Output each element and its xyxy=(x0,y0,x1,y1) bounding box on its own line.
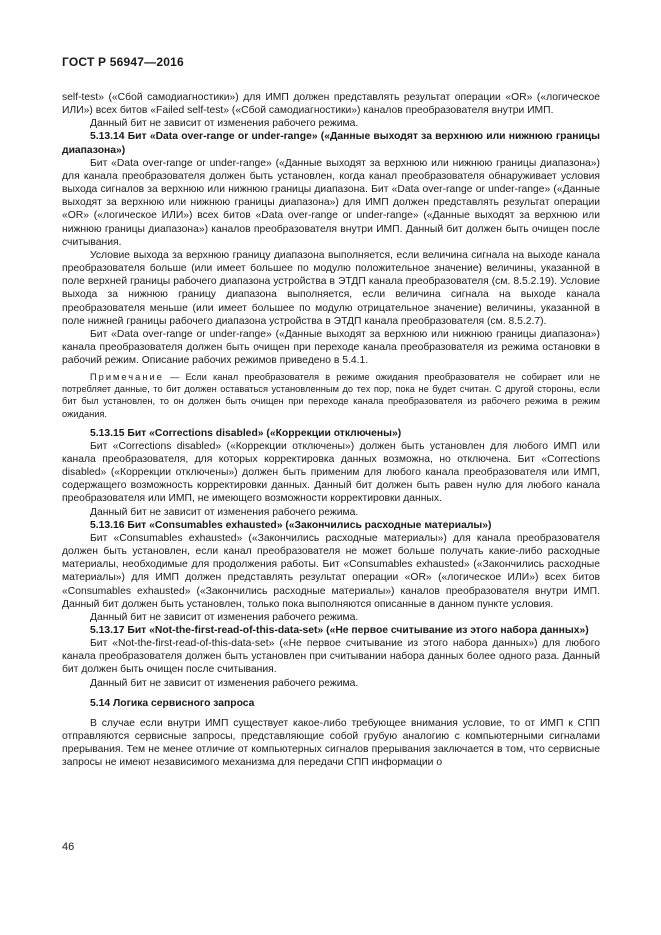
paragraph: self-test» («Сбой самодиагностики») для ИМП должен представлять результат операции «OR» («логическое ИЛИ») всех битов «Failed self-test» («Сбой самодиагностики») каналов преобразователя внутри ИМП. xyxy=(62,92,600,117)
section-heading-5-13-17: 5.13.17 Бит «Not-the-first-read-of-this-data-set» («Не первое считывание из этого набора данных») xyxy=(90,625,589,636)
paragraph: В случае если внутри ИМП существует какое-либо требующее внимания условие, то от ИМП к СПП отправляются сервисные запросы, представляющие собой грубую аналогию с компьютерными сигналами прерывания. Тем не менее отличие от компьютерных сигналов прерывания заключается в том, что сервисные запросы не имеют независимого механизма для передачи СПП информации о xyxy=(62,717,600,769)
section-heading-5-13-15: 5.13.15 Бит «Corrections disabled» («Коррекции отключены») xyxy=(90,427,402,439)
paragraph: Бит «Data over-range or under-range» («Данные выходят за верхнюю или нижнюю границы диапазона») для канала преобразователя должен быть установлен, когда канал преобразователя обнаруживает условия выхода сигналов за верхнюю или нижнюю границы диапазона. Бит «Data over-range or under-range» («Данные выходят за верхнюю или нижнюю границы диапазона») для ИМП должен представлять результат операции «OR» («логическое ИЛИ») всех битов «Data over-range or under-range» («Данные выходят за верхнюю или нижнюю границы диапазона») каналов преобразователя внутри ИМП. Данный бит должен быть очищен после считывания. xyxy=(62,157,600,248)
paragraph: Бит «Corrections disabled» («Коррекции отключены») должен быть установлен для любого ИМП или канала преобразователя, для которых корректировка данных возможна, но отключена. Бит «Corrections disabled» («Коррекции отключены») должен быть применим для любого канала преобразователя или ИМП, содержащего возможность корректировки данных. Данный бит должен быть равен нулю для любого канала преобразователя или ИМП, не имеющего возможности корректировки данных. xyxy=(62,440,600,505)
document-header: ГОСТ Р 56947—2016 xyxy=(62,55,184,69)
section-heading-5-14: 5.14 Логика сервисного запроса xyxy=(90,697,255,709)
note-label: Примечание xyxy=(90,372,164,383)
paragraph: Данный бит не зависит от изменения рабочего режима. xyxy=(90,506,359,518)
paragraph: Бит «Not-the-first-read-of-this-data-set» («Не первое считывание из этого набора данных») для любого канала преобразователя должен быть установлен при считывании набора данных более одного раза. Данный бит должен быть очищен после считывания. xyxy=(62,638,600,676)
page-number: 46 xyxy=(62,841,75,853)
note xyxy=(62,371,600,419)
paragraph: Бит «Consumables exhausted» («Закончились расходные материалы») для канала преобразователя должен быть установлен, если канал преобразователя не может больше получать какие-либо расходные материалы, необходимые для продолжения работы. Бит «Consumables exhausted» («Закончились расходные материалы») для ИМП должен представлять результат операции «OR» («логическое ИЛИ») всех битов «Consumables exhausted» («Закончились расходные материалы») каналов преобразователя внутри ИМП. Данный бит должен быть установлен, только пока выполняются описанные в данном пункте условия. xyxy=(62,532,600,610)
section-heading-5-13-14: 5.13.14 Бит «Data over-range or under-range» («Данные выходят за верхнюю или нижнюю границы диапазона») xyxy=(62,131,600,156)
paragraph: Данный бит не зависит от изменения рабочего режима. xyxy=(90,677,359,689)
section-heading-5-13-16: 5.13.16 Бит «Consumables exhausted» («Закончились расходные материалы») xyxy=(90,519,492,531)
paragraph: Данный бит не зависит от изменения рабочего режима. xyxy=(90,611,359,623)
note-text: — Если канал преобразователя в режиме ожидания преобразователя не собирает или не потребляет данные, то бит должен оставаться установленным до тех пор, пока не будет считан. С другой стороны, если бит был установлен, то он должен быть очищен при переходе канала преобразователя из рабочего режима в режим ожидания. xyxy=(62,372,600,419)
paragraph: Бит «Data over-range or under-range» («Данные выходят за верхнюю или нижнюю границы диапазона») канала преобразователя должен быть очищен при переходе канала преобразователя из режима остановки в рабочий режим. Описание рабочих режимов приведено в 5.4.1. xyxy=(62,328,600,367)
document-body xyxy=(62,91,600,770)
paragraph: Условие выхода за верхнюю границу диапазона выполняется, если величина сигнала на выходе канала преобразователя больше (или имеет большее по модулю положительное значение) величины, указанной в поле верхней границы рабочего диапазона устройства в ЭТДП канала преобразователя (см. 8.5.2.19). Условие выхода за нижнюю границу диапазона выполняется, если величина сигнала на выходе канала преобразователя меньше (или имеет большее по модулю отрицательное значение) величины, указанной в поле нижней границы рабочего диапазона устройства в ЭТДП канала преобразователя (см. 8.5.2.7). xyxy=(62,249,600,327)
paragraph: Данный бит не зависит от изменения рабочего режима. xyxy=(90,118,359,130)
